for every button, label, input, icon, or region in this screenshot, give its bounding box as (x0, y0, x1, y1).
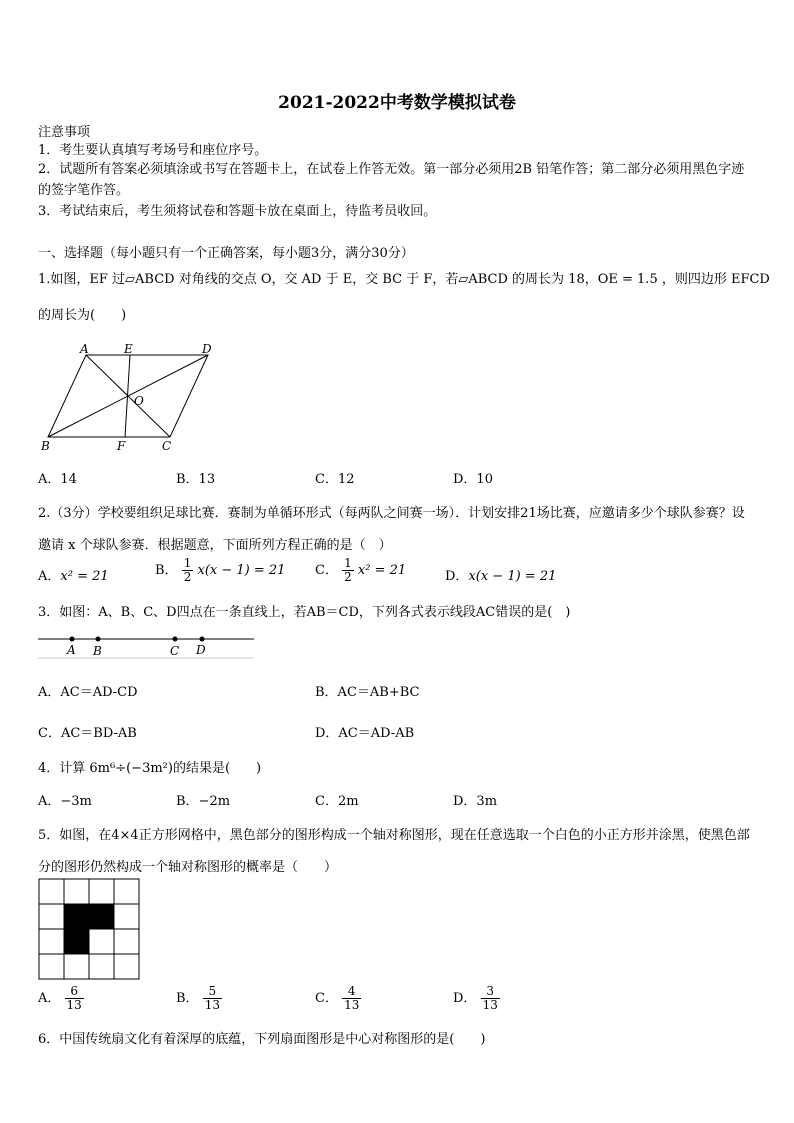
notice-heading: 注意事项 (38, 125, 91, 140)
label-b: B (93, 644, 102, 658)
q2-option-c-fraction: $\frac{1}{2}$ (344, 556, 352, 584)
segment-ef (125, 355, 130, 437)
q3-text: 3．如图：A、B、C、D四点在一条直线上，若AB＝CD，下列各式表示线段AC错误的是( ) (38, 605, 571, 620)
q5-option-b-fraction: $\frac{5}{13}$ (204, 984, 220, 1012)
grid-cell-white (39, 879, 64, 904)
grid-cell-white (114, 904, 139, 929)
q2-text: 2.（3分）学校要组织足球比赛．赛制为单循环形式（每两队之间赛一场）．计划安排21场比赛，应邀请多少个球队参赛？设邀请 x 个球队参赛．根据题意，下面所列方程正确的是（ ） (38, 506, 745, 553)
point-c (173, 637, 178, 642)
label-o: O (134, 394, 144, 408)
q3-option-a[interactable]: A．AC＝AD-CD (38, 685, 138, 700)
label-d: D (196, 643, 206, 657)
grid-cell-white (89, 954, 114, 979)
grid-cell-white (39, 954, 64, 979)
q2-option-b-label: B． (155, 563, 178, 578)
q3-option-b[interactable]: B．AC＝AB+BC (315, 685, 420, 700)
q5-option-a[interactable] (38, 985, 84, 1012)
q2-option-c[interactable] (315, 557, 406, 584)
label-d: D (202, 342, 212, 356)
notice-item-1: 1．考生要认真填写考场号和座位序号。 (38, 143, 268, 158)
q5-option-b[interactable] (176, 985, 222, 1012)
q1-option-b[interactable]: B．13 (176, 472, 216, 487)
q5-option-c-label: C． (315, 991, 338, 1006)
q5-option-d-fraction: $\frac{3}{13}$ (482, 984, 498, 1012)
line-points-figure (38, 630, 258, 662)
q5-option-d-label: D． (453, 991, 477, 1006)
grid-cell-white (39, 904, 64, 929)
label-c: C (162, 439, 172, 453)
grid-cell-white (64, 954, 89, 979)
grid-cell-white (39, 929, 64, 954)
notice-item-2: 2．试题所有答案必须填涂或书写在答题卡上，在试卷上作答无效。第一部分必须用2B 铅笔作答；第二部分必须用黑色字迹的签字笔作答。 (38, 162, 745, 198)
grid-cell-black (64, 929, 89, 954)
q3-option-c[interactable]: C．AC＝BD-AB (38, 726, 137, 741)
notice-item-3: 3．考试结束后，考生须将试卷和答题卡放在桌面上，待监考员收回。 (38, 204, 437, 219)
grid-cell-black (89, 904, 114, 929)
grid-cell-white (64, 879, 89, 904)
grid-cell-white (114, 879, 139, 904)
label-f: F (117, 439, 126, 453)
q5-option-a-fraction: $\frac{6}{13}$ (66, 984, 82, 1012)
q4-option-b[interactable]: B．−2m (176, 794, 231, 809)
q2-option-c-eq: x² = 21 (357, 563, 407, 578)
q1-text-2: 的周长为( ) (38, 308, 127, 323)
q4-text: 4．计算 6m⁶÷(−3m²)的结果是( ) (38, 761, 262, 776)
section-heading: 一、选择题（每小题只有一个正确答案，每小题3分，满分30分） (38, 246, 414, 261)
q4-option-a[interactable]: A．−3m (38, 794, 92, 809)
grid-cell-black (64, 904, 89, 929)
q1-option-d[interactable]: D．10 (453, 472, 493, 487)
label-a: A (67, 643, 76, 657)
q2-option-b-eq: x(x − 1) = 21 (197, 563, 286, 578)
q2-option-a-eq: x² = 21 (60, 569, 109, 584)
q2-option-d-eq: x(x − 1) = 21 (468, 569, 557, 584)
q2-option-b-fraction: $\frac{1}{2}$ (183, 556, 192, 584)
q1-option-a[interactable]: A．14 (38, 472, 77, 487)
label-e: E (124, 342, 133, 356)
q5-option-a-label: A． (38, 991, 61, 1006)
q5-text: 5．如图，在4×4正方形网格中，黑色部分的图形构成一个轴对称图形，现在任意选取一个白色的小正方形并涂黑，使黑色部分的图形仍然构成一个轴对称图形的概率是（ ） (38, 828, 750, 875)
q2-option-c-label: C． (315, 563, 338, 578)
q2-option-d[interactable] (445, 565, 556, 584)
q5-option-b-label: B． (176, 991, 199, 1006)
q2-option-b[interactable] (155, 557, 285, 584)
page-title: 2021-2022中考数学模拟试卷 (278, 93, 516, 113)
grid-figure (38, 878, 140, 980)
q4-option-d[interactable]: D．3m (453, 794, 498, 809)
point-b (96, 637, 101, 642)
label-c: C (170, 644, 180, 658)
parallelogram-figure (38, 342, 228, 454)
q2-option-d-label: D． (445, 569, 469, 584)
q3-option-d[interactable]: D．AC＝AD-AB (315, 726, 415, 741)
q2-option-a-label: A． (38, 569, 61, 584)
q5-option-c-fraction: $\frac{4}{13}$ (344, 984, 360, 1012)
q4-option-c[interactable]: C．2m (315, 794, 359, 809)
q5-option-c[interactable] (315, 985, 361, 1012)
q5-option-d[interactable] (453, 985, 500, 1012)
point-a (70, 637, 75, 642)
label-b: B (41, 439, 50, 453)
grid-cell-white (114, 929, 139, 954)
point-d (200, 637, 205, 642)
label-a: A (80, 342, 89, 356)
q1-text: 1.如图，EF 过▱ABCD 对角线的交点 O，交 AD 于 E，交 BC 于 F，若▱ABCD 的周长为 18，OE = 1.5 ，则四边形 EFCD (38, 272, 770, 287)
grid-cell-white (89, 929, 114, 954)
q6-text: 6．中国传统扇文化有着深厚的底蕴，下列扇面图形是中心对称图形的是( ) (38, 1032, 486, 1047)
q2-option-a[interactable] (38, 565, 109, 584)
grid-cell-white (89, 879, 114, 904)
grid-cell-white (114, 954, 139, 979)
q1-option-c[interactable]: C．12 (315, 472, 355, 487)
